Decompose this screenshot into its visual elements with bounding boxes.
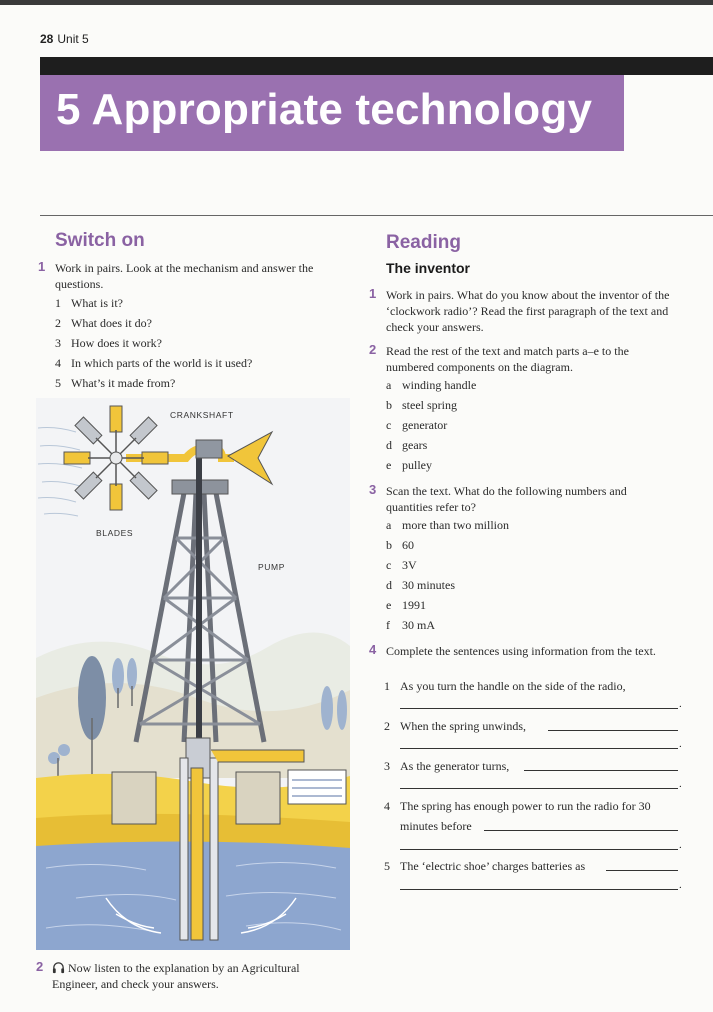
list-item: c 3V [386, 558, 417, 572]
list-item: 2 What does it do? [55, 316, 152, 330]
reading-subheading: The inventor [386, 260, 471, 276]
answer-line[interactable] [484, 830, 678, 831]
list-item: 4 The spring has enough power to run the radio for 30 [384, 799, 651, 813]
unit-label: Unit 5 [57, 32, 89, 46]
answer-line[interactable] [400, 708, 678, 709]
list-item: e 1991 [386, 598, 426, 612]
switch-on-heading: Switch on [55, 230, 145, 251]
windmill-blades [64, 406, 168, 510]
answer-line[interactable] [400, 788, 678, 789]
answer-line[interactable] [606, 870, 678, 871]
switch-on-q2 [52, 960, 327, 992]
reading-q4-text: Complete the sentences using information from the text. [386, 644, 656, 658]
blades-label: BLADES [96, 528, 134, 538]
reading-q3-number: 3 [369, 482, 377, 497]
section-divider [40, 215, 713, 216]
list-item: d gears [386, 438, 428, 452]
reading-heading: Reading [386, 232, 461, 253]
list-item: 5 The ‘electric shoe’ charges batteries as [384, 859, 586, 873]
switch-on-q1-text: Work in pairs. Look at the mechanism and answer the questions. [55, 261, 314, 291]
list-item-continuation: minutes before [400, 819, 472, 833]
reading-q1-text: Work in pairs. What do you know about the inventor of the ‘clockwork radio’? Read the first paragraph of the text and check your answers. [386, 288, 670, 334]
reading-q1-number: 1 [369, 286, 377, 301]
list-item: b steel spring [386, 398, 457, 412]
switch-on-q1-number: 1 [38, 259, 46, 274]
windpump-illustration [36, 398, 350, 950]
list-item: 4 In which parts of the world is it used? [55, 356, 253, 370]
list-item: 3 How does it work? [55, 336, 162, 350]
list-item: 1 As you turn the handle on the side of the radio, [384, 679, 626, 693]
list-item: e pulley [386, 458, 432, 472]
list-item: 1 What is it? [55, 296, 123, 310]
page-header [40, 32, 89, 46]
list-item: 3 As the generator turns, [384, 759, 510, 773]
list-item: f 30 mA [386, 618, 435, 632]
reading-q3-text: Scan the text. What do the following numbers and quantities refer to? [386, 484, 627, 514]
page-title: 5 Appropriate technology [56, 85, 593, 134]
switch-on-q2-number: 2 [36, 959, 44, 974]
list-item: b 60 [386, 538, 414, 552]
page-number: 28 [40, 32, 54, 46]
windpump-drawing [36, 398, 350, 950]
answer-line[interactable] [548, 730, 678, 731]
top-border [0, 0, 713, 5]
crankshaft-label: CRANKSHAFT [170, 410, 234, 420]
list-item: c generator [386, 418, 448, 432]
answer-line[interactable] [524, 770, 678, 771]
answer-line[interactable] [400, 748, 678, 749]
header-band [40, 57, 713, 75]
title-banner [40, 75, 624, 151]
answer-line[interactable] [400, 849, 678, 850]
list-item: a winding handle [386, 378, 477, 392]
reading-q2-number: 2 [369, 342, 377, 357]
pump-label: PUMP [258, 562, 285, 572]
list-item: a more than two million [386, 518, 509, 532]
headphones-icon [52, 961, 65, 974]
reading-q2-text: Read the rest of the text and match parts a–e to the numbered components on the diagram. [386, 344, 629, 374]
list-item: 5 What’s it made from? [55, 376, 176, 390]
list-item: 2 When the spring unwinds, [384, 719, 526, 733]
reading-q4-number: 4 [369, 642, 377, 657]
answer-line[interactable] [400, 889, 678, 890]
list-item: d 30 minutes [386, 578, 455, 592]
switch-on-q2-text: Now listen to the explanation by an Agricultural Engineer, and check your answers. [52, 961, 300, 991]
